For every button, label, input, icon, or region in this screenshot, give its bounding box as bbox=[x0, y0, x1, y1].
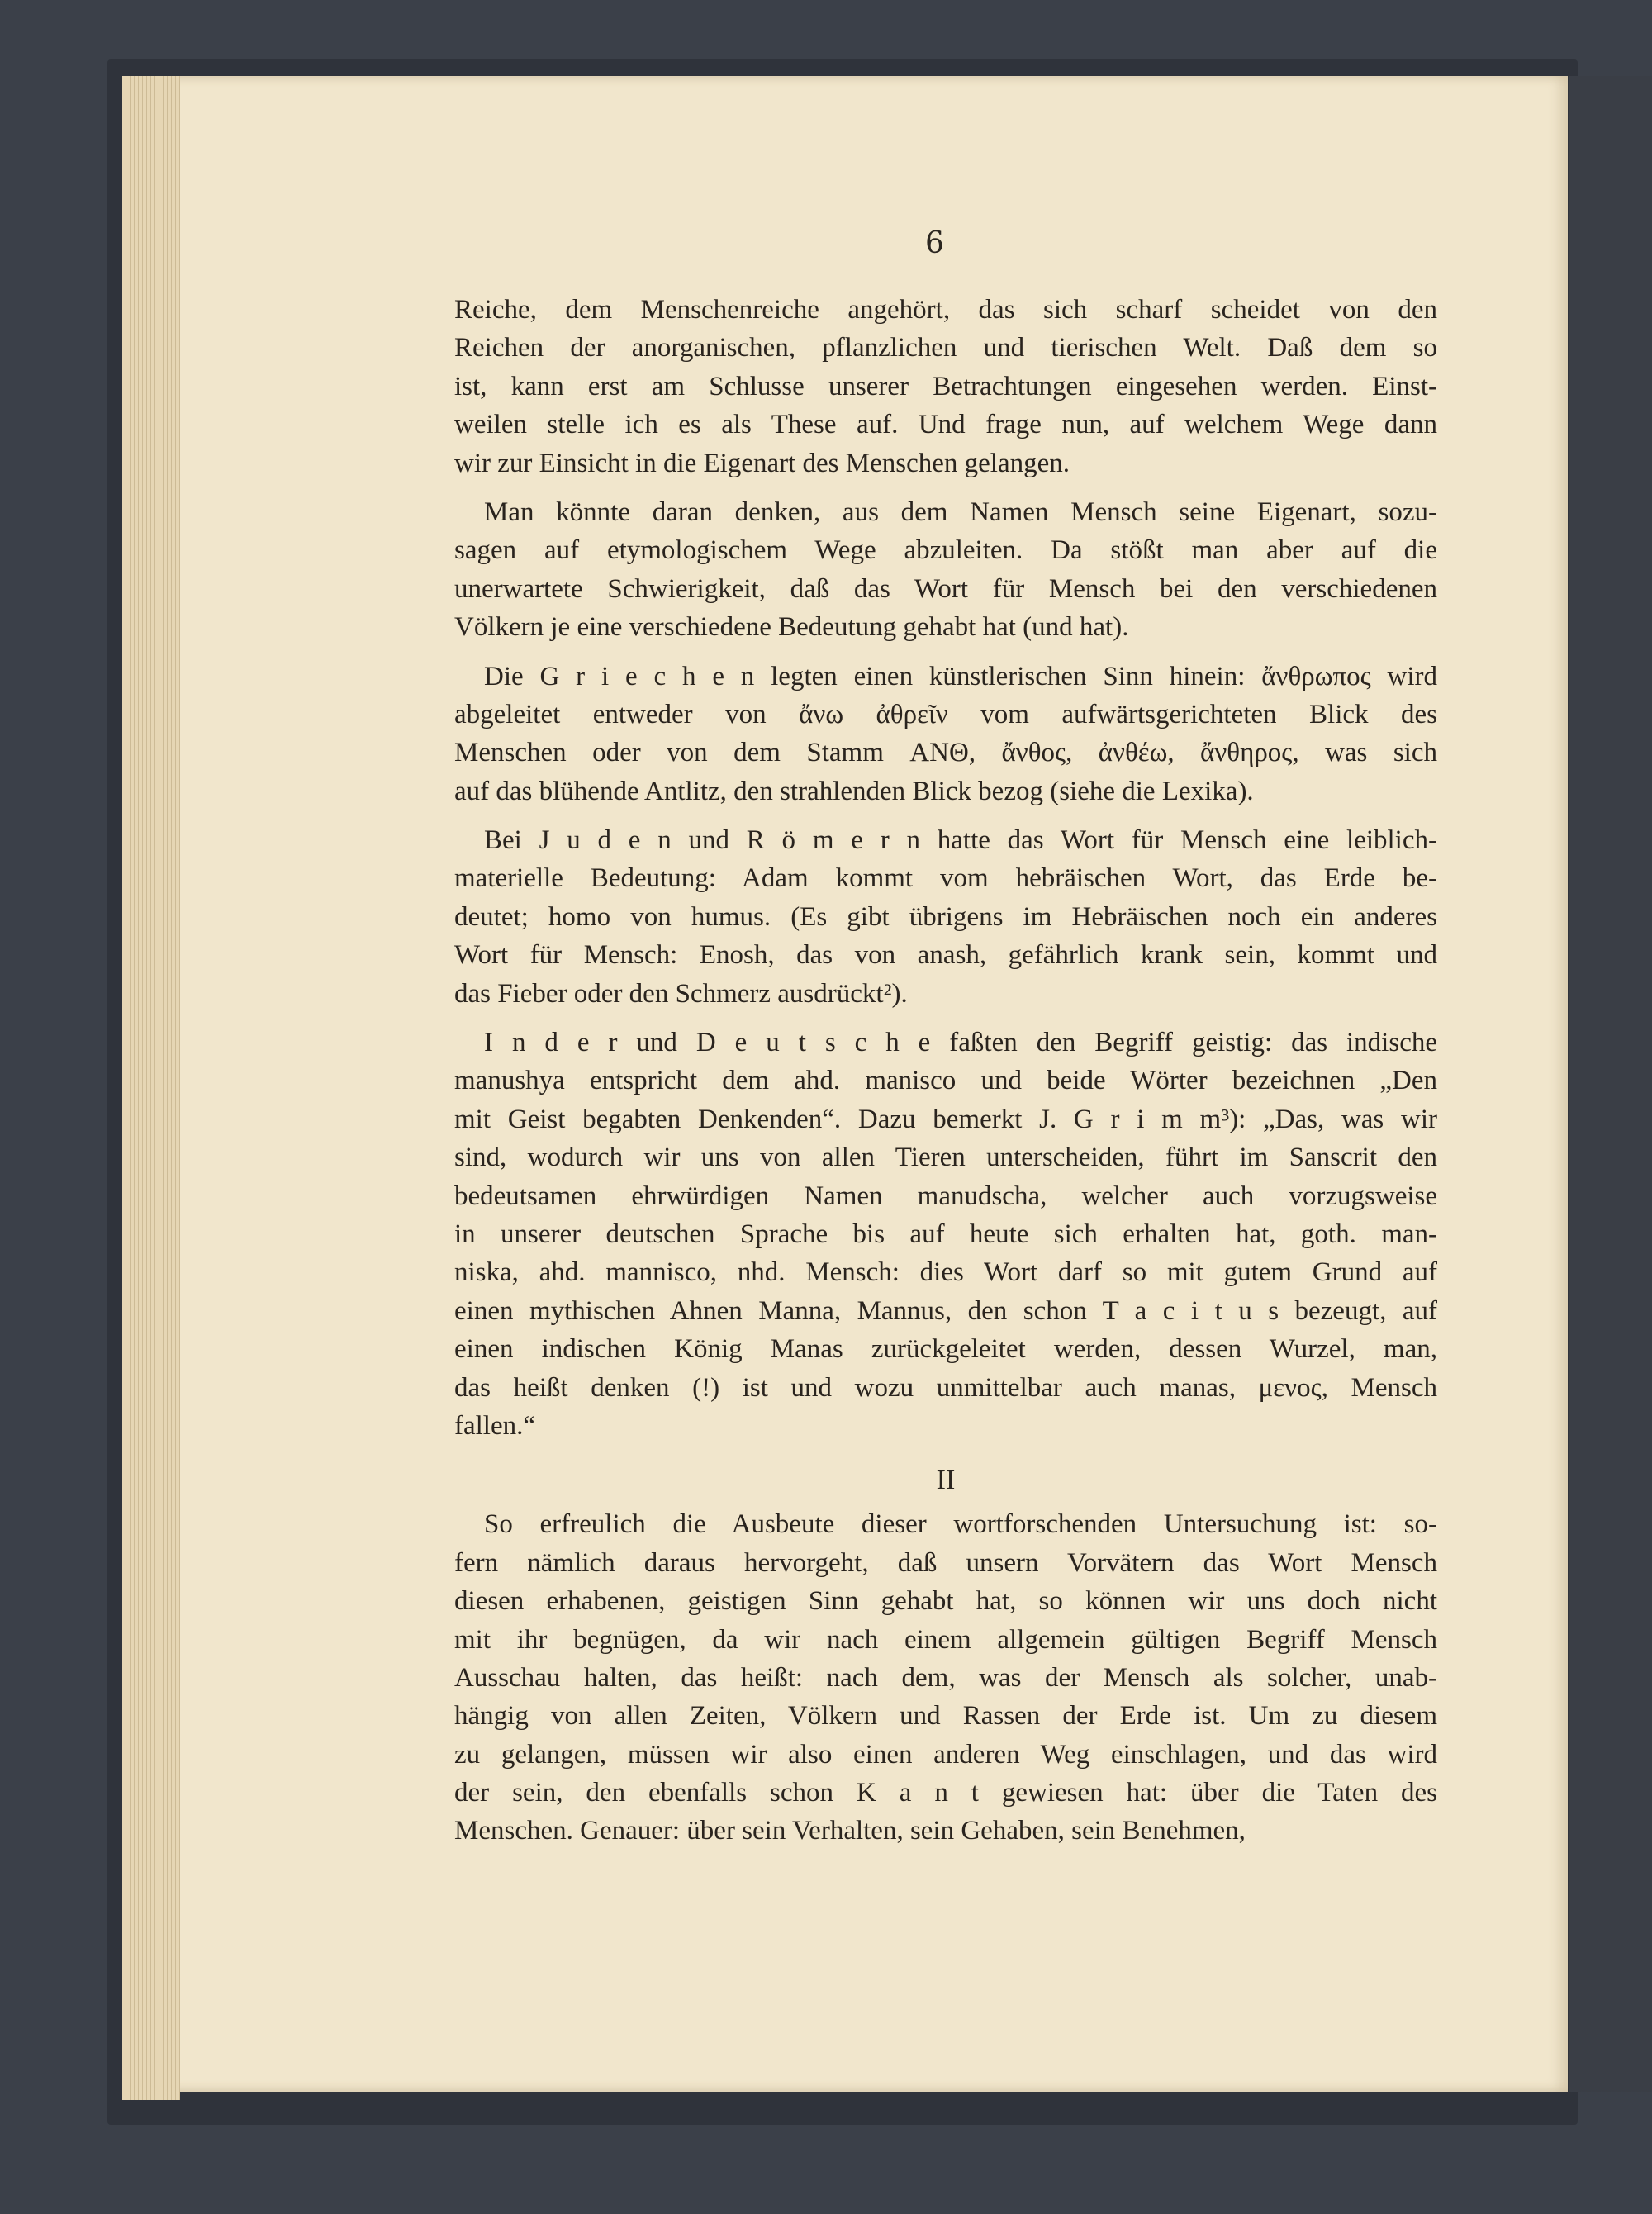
text-line: auf das blühende Antlitz, den strahlenden Blick bezog (siehe die Lexika). bbox=[454, 776, 1254, 806]
paragraphs-after-heading bbox=[454, 1505, 1437, 1851]
text-line: Menschen oder von dem Stamm ΑΝΘ, ἄνθος, ἀνθέω, ἄνθηρος, was sich bbox=[454, 738, 1437, 768]
paragraph bbox=[454, 1024, 1437, 1445]
text-line: Reichen der anorganischen, pflanzlichen und tierischen Welt. Daß dem so bbox=[454, 333, 1437, 363]
text-line: einen indischen König Manas zurückgeleitet werden, dessen Wurzel, man, bbox=[454, 1334, 1437, 1365]
paragraphs-before-heading bbox=[454, 291, 1437, 1445]
text-line: fallen.“ bbox=[454, 1410, 536, 1441]
text-line: wir zur Einsicht in die Eigenart des Menschen gelangen. bbox=[454, 448, 1070, 478]
text-line: das heißt denken (!) ist und wozu unmittelbar auch manas, μενος, Mensch bbox=[454, 1372, 1437, 1403]
text-line: sind, wodurch wir uns von allen Tieren unterscheiden, führt im Sanscrit den bbox=[454, 1143, 1437, 1173]
text-line: manushya entspricht dem ahd. manisco und beide Wörter bezeichnen „Den bbox=[454, 1066, 1437, 1096]
text-line: Die G r i e c h e n legten einen künstlerischen Sinn hinein: ἄνθρωπος wird bbox=[484, 661, 1437, 691]
text-line: unerwartete Schwierigkeit, daß das Wort für Mensch bei den verschiedenen bbox=[454, 573, 1437, 604]
text-line: mit ihr begnügen, da wir nach einem allgemein gültigen Begriff Mensch bbox=[454, 1624, 1437, 1655]
text-line: Wort für Mensch: Enosh, das von anash, gefährlich krank sein, kommt und bbox=[454, 940, 1437, 971]
text-line: Reiche, dem Menschenreiche angehört, das sich scharf scheidet von den bbox=[454, 295, 1437, 325]
paragraph bbox=[454, 821, 1437, 1013]
paragraph bbox=[454, 291, 1437, 482]
body-text bbox=[454, 291, 1437, 1861]
text-line: I n d e r und D e u t s c h e faßten den Begriff geistig: das indische bbox=[484, 1028, 1437, 1058]
text-line: Menschen. Genauer: über sein Verhalten, sein Gehaben, sein Benehmen, bbox=[454, 1816, 1246, 1846]
text-line: weilen stelle ich es als These auf. Und frage nun, auf welchem Wege dann bbox=[454, 410, 1437, 440]
text-line: materielle Bedeutung: Adam kommt vom hebräischen Wort, das Erde be- bbox=[454, 863, 1437, 894]
text-line: Ausschau halten, das heißt: nach dem, was der Mensch als solcher, unab- bbox=[454, 1662, 1437, 1693]
page-stack-edge bbox=[122, 76, 180, 2100]
text-line: sagen auf etymologischem Wege abzuleiten. Da stößt man aber auf die bbox=[454, 535, 1437, 566]
text-line: diesen erhabenen, geistigen Sinn gehabt hat, so können wir uns doch nicht bbox=[454, 1586, 1437, 1617]
text-line: in unserer deutschen Sprache bis auf heute sich erhalten hat, goth. man- bbox=[454, 1219, 1437, 1249]
text-line: zu gelangen, müssen wir also einen anderen Weg einschlagen, und das wird bbox=[454, 1739, 1437, 1770]
paragraph bbox=[454, 1505, 1437, 1851]
paragraph bbox=[454, 493, 1437, 647]
text-line: mit Geist begabten Denkenden“. Dazu bemerkt J. G r i m m³): „Das, was wir bbox=[454, 1104, 1437, 1134]
text-line: fern nämlich daraus hervorgeht, daß unsern Vorvätern das Wort Mensch bbox=[454, 1547, 1437, 1578]
page-number: 6 bbox=[925, 226, 944, 260]
text-line: der sein, den ebenfalls schon K a n t gewiesen hat: über die Taten des bbox=[454, 1778, 1437, 1808]
text-line: abgeleitet entweder von ἄνω ἀθρεῖν vom aufwärtsgerichteten Blick des bbox=[454, 699, 1437, 729]
text-line: So erfreulich die Ausbeute dieser wortforschenden Untersuchung ist: so- bbox=[484, 1509, 1437, 1540]
text-line: Man könnte daran denken, aus dem Namen Mensch seine Eigenart, sozu- bbox=[484, 496, 1437, 527]
text-line: das Fieber oder den Schmerz ausdrückt²). bbox=[454, 978, 908, 1009]
text-line: bedeutsamen ehrwürdigen Namen manudscha, welcher auch vorzugsweise bbox=[454, 1181, 1437, 1211]
text-line: Völkern je eine verschiedene Bedeutung gehabt hat (und hat). bbox=[454, 612, 1129, 643]
text-line: Bei J u d e n und R ö m e r n hatte das Wort für Mensch eine leiblich- bbox=[484, 825, 1437, 856]
text-line: hängig von allen Zeiten, Völkern und Rassen der Erde ist. Um zu diesem bbox=[454, 1701, 1437, 1732]
text-line: deutet; homo von humus. (Es gibt übrigens im Hebräischen noch ein anderes bbox=[454, 901, 1437, 932]
text-line: ist, kann erst am Schlusse unserer Betrachtungen eingesehen werden. Einst- bbox=[454, 371, 1437, 401]
text-line: einen mythischen Ahnen Manna, Mannus, den schon T a c i t u s bezeugt, auf bbox=[454, 1295, 1437, 1326]
section-heading: II bbox=[936, 1465, 956, 1496]
facing-cover bbox=[1569, 76, 1652, 2092]
text-line: niska, ahd. mannisco, nhd. Mensch: dies Wort darf so mit gutem Grund auf bbox=[454, 1257, 1437, 1288]
paragraph bbox=[454, 658, 1437, 811]
